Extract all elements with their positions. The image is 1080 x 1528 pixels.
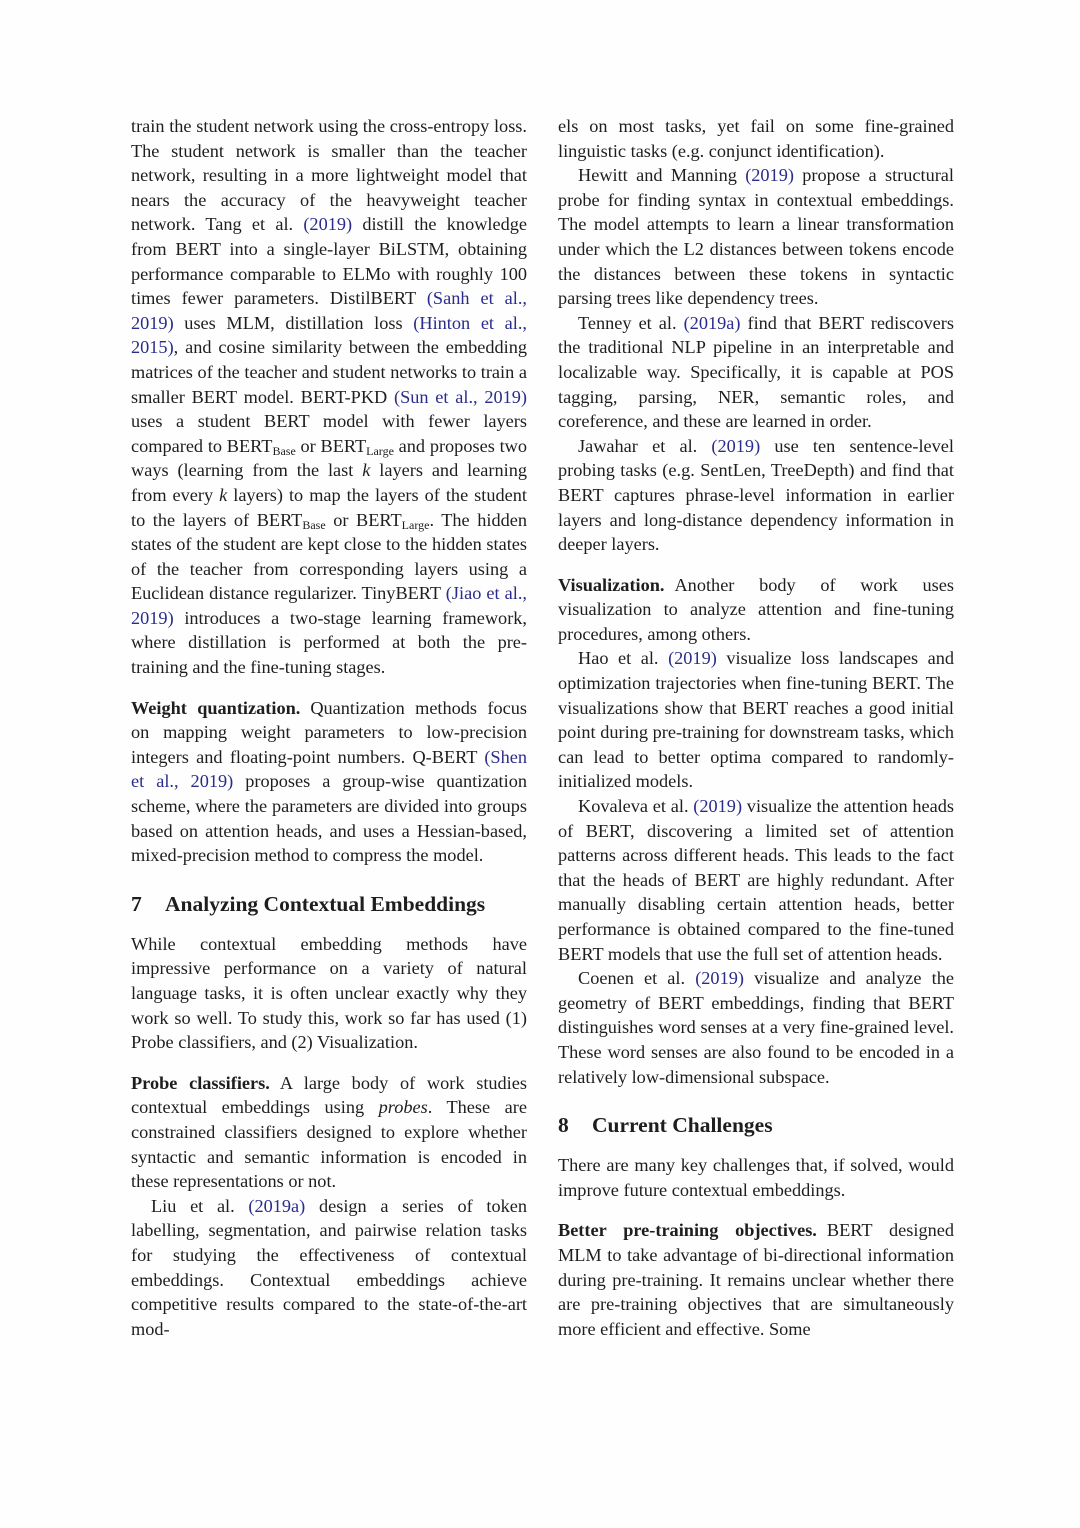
text-run: proposes a group-wise quantization scheme, where the parameters are divided into groups based on attention heads, and uses a Hessian-based, mixed-precision method to compress the model. <box>131 771 527 866</box>
paragraph-jawahar <box>558 434 954 557</box>
citation-link[interactable]: (2019) <box>303 214 353 235</box>
subscript: Base <box>302 517 326 532</box>
paragraph-continuation <box>558 114 954 163</box>
text-run: , and cosine similarity between the embedding matrices of the teacher and student networks to train a smaller BERT model. BERT-PKD <box>131 337 527 407</box>
citation-link[interactable]: (Sun et al., 2019) <box>394 386 527 407</box>
text-run: layers and learning from every <box>131 460 527 505</box>
text-run: distill the knowledge from BERT into a single-layer BiLSTM, obtaining performance comparable to ELMo with roughly 100 times fewer parameters. DistilBERT <box>131 214 527 309</box>
text-run: uses a student BERT model with fewer layers compared to BERT <box>131 411 527 456</box>
text-run: Liu et al. <box>151 1195 249 1216</box>
text-run: uses MLM, distillation loss <box>173 312 414 333</box>
citation-link[interactable]: (2019) <box>668 648 717 669</box>
italic-text: k <box>219 484 228 505</box>
citation-link[interactable]: (2019) <box>693 796 743 817</box>
citation-link[interactable]: (Shen et al., 2019) <box>131 746 527 792</box>
paragraph-coenen <box>558 966 954 1089</box>
text-run: use ten sentence-level probing tasks (e.g. SentLen, TreeDepth) and find that BERT captures phrase-level information in earlier layers and long-distance dependency information in deeper layers. <box>558 435 954 555</box>
paragraph-probe-classifiers <box>131 1071 527 1194</box>
section-heading-8 <box>558 1111 954 1139</box>
text-run: els on most tasks, yet fail on some fine-grained linguistic tasks (e.g. conjunct identification). <box>558 116 954 161</box>
citation-link[interactable]: (Sanh et al., 2019) <box>131 288 527 333</box>
paragraph-section7-intro <box>131 932 527 1055</box>
runin-heading-weight-quantization: Weight quantization. <box>131 697 301 718</box>
section-number: 8 <box>558 1113 569 1138</box>
citation-link[interactable]: (2019) <box>711 435 761 456</box>
text-run: Tenney et al. <box>578 312 684 333</box>
text-run: Another body of work uses visualization to analyze attention and fine-tuning procedures, among others. <box>558 574 954 644</box>
citation-link[interactable]: (Hinton et al., 2015) <box>131 312 527 358</box>
subscript: Base <box>272 443 296 458</box>
text-run: Jawahar et al. <box>578 435 712 456</box>
section-title: Analyzing Contextual Embeddings <box>165 891 486 916</box>
citation-link[interactable]: (2019) <box>745 165 794 186</box>
text-run: Coenen et al. <box>578 968 696 989</box>
text-run: Quantization methods focus on mapping weight parameters to low-precision integers and floating-point numbers. Q-BERT <box>131 697 527 767</box>
paragraph-hao <box>558 646 954 794</box>
runin-heading-visualization: Visualization. <box>558 574 665 595</box>
citation-link[interactable]: (2019a) <box>248 1195 306 1216</box>
text-run: Kovaleva et al. <box>578 796 694 817</box>
paragraph-hewitt <box>558 163 954 311</box>
paragraph-distillation <box>131 114 527 680</box>
paragraph-section8-intro <box>558 1153 954 1202</box>
subscript: Large <box>401 517 430 532</box>
text-run: train the student network using the cross-entropy loss. The student network is smaller than the teacher network, resulting in a more lightweight model that nears the accuracy of the heavyweight teacher network. Tang et al. <box>131 116 527 235</box>
paragraph-kovaleva <box>558 794 954 966</box>
text-run: There are many key challenges that, if solved, would improve future contextual embeddings. <box>558 1155 954 1200</box>
section-number: 7 <box>131 891 142 916</box>
text-run: . The hidden states of the student are kept close to the hidden states of the teacher from corresponding layers using a Euclidean distance regularizer. TinyBERT <box>131 509 527 604</box>
text-run: visualize the attention heads of BERT, discovering a limited set of attention patterns across different heads. This leads to the fact that the heads of BERT are highly redundant. After manually disabling certain attention heads, better performance is obtained compared to the fine-tuned BERT models that use the full set of attention heads. <box>558 796 954 964</box>
text-run: propose a structural probe for finding syntax in contextual embeddings. The model attempts to learn a linear transformation under which the L2 distances between tokens encode the distances between these tokens in syntactic parsing trees like dependency trees. <box>558 165 954 309</box>
citation-link[interactable]: (2019) <box>695 968 744 989</box>
text-run: Hewitt and Manning <box>578 165 746 186</box>
text-run: or BERT <box>295 435 367 456</box>
text-run: or BERT <box>325 509 402 530</box>
text-run: visualize loss landscapes and optimization trajectories when fine-tuning BERT. The visualizations show that BERT reaches a good initial point during pre-training for downstream tasks, which can lead to better optima compared to randomly-initialized models. <box>558 648 955 792</box>
text-run: While contextual embedding methods have impressive performance on a variety of natural language tasks, it is often unclear exactly why they work so well. To study this, work so far has used (1) Probe classifiers, and (2) Visualization. <box>131 933 527 1053</box>
paragraph-weight-quantization <box>131 696 527 868</box>
text-run: introduces a two-stage learning framework, where distillation is performed at both the pre-training and the fine-tuning stages. <box>131 607 527 678</box>
paragraph-visualization <box>558 573 954 647</box>
text-run: find that BERT rediscovers the traditional NLP pipeline in an interpretable and localizable way. Specifically, it is capable at POS tagging, parsing, NER, semantic roles, and coreference, and these are learned in order. <box>558 312 954 432</box>
text-run: and proposes two ways (learning from the last <box>131 435 527 481</box>
paragraph-better-pretraining <box>558 1218 954 1341</box>
citation-link[interactable]: (Jiao et al., 2019) <box>131 583 527 628</box>
runin-heading-probe-classifiers: Probe classifiers. <box>131 1072 270 1093</box>
italic-text: probes <box>378 1097 428 1118</box>
text-run: visualize and analyze the geometry of BERT embeddings, finding that BERT distinguishes word senses at a very fine-grained level. These word senses are also found to be encoded in a relatively low-dimensional subspace. <box>558 968 954 1087</box>
paragraph-liu <box>131 1194 527 1342</box>
italic-text: k <box>362 460 371 481</box>
text-run: BERT designed MLM to take advantage of bi-directional information during pre-training. It remains unclear whether there are pre-training objectives that are simultaneously more efficient and effective. Some <box>558 1220 954 1339</box>
text-run: . These are constrained classifiers designed to explore whether syntactic and semantic information is encoded in these representations or not. <box>131 1097 527 1192</box>
paragraph-tenney <box>558 311 954 434</box>
text-run: layers) to map the layers of the student to the layers of BERT <box>131 484 527 530</box>
section-heading-7 <box>131 890 527 918</box>
left-column <box>131 114 527 1341</box>
section-title: Current Challenges <box>592 1113 773 1138</box>
subscript: Large <box>366 443 394 458</box>
text-run: design a series of token labelling, segmentation, and pairwise relation tasks for studying the effectiveness of contextual embeddings. Contextual embeddings achieve competitive results compared to the state-of-the-art mod- <box>131 1195 527 1339</box>
runin-heading-better-pretraining-objectives: Better pre-training objectives. <box>558 1220 817 1241</box>
citation-link[interactable]: (2019a) <box>683 312 741 333</box>
right-column <box>558 114 954 1341</box>
text-run: A large body of work studies contextual embeddings using <box>131 1072 527 1118</box>
text-run: Hao et al. <box>578 648 669 669</box>
